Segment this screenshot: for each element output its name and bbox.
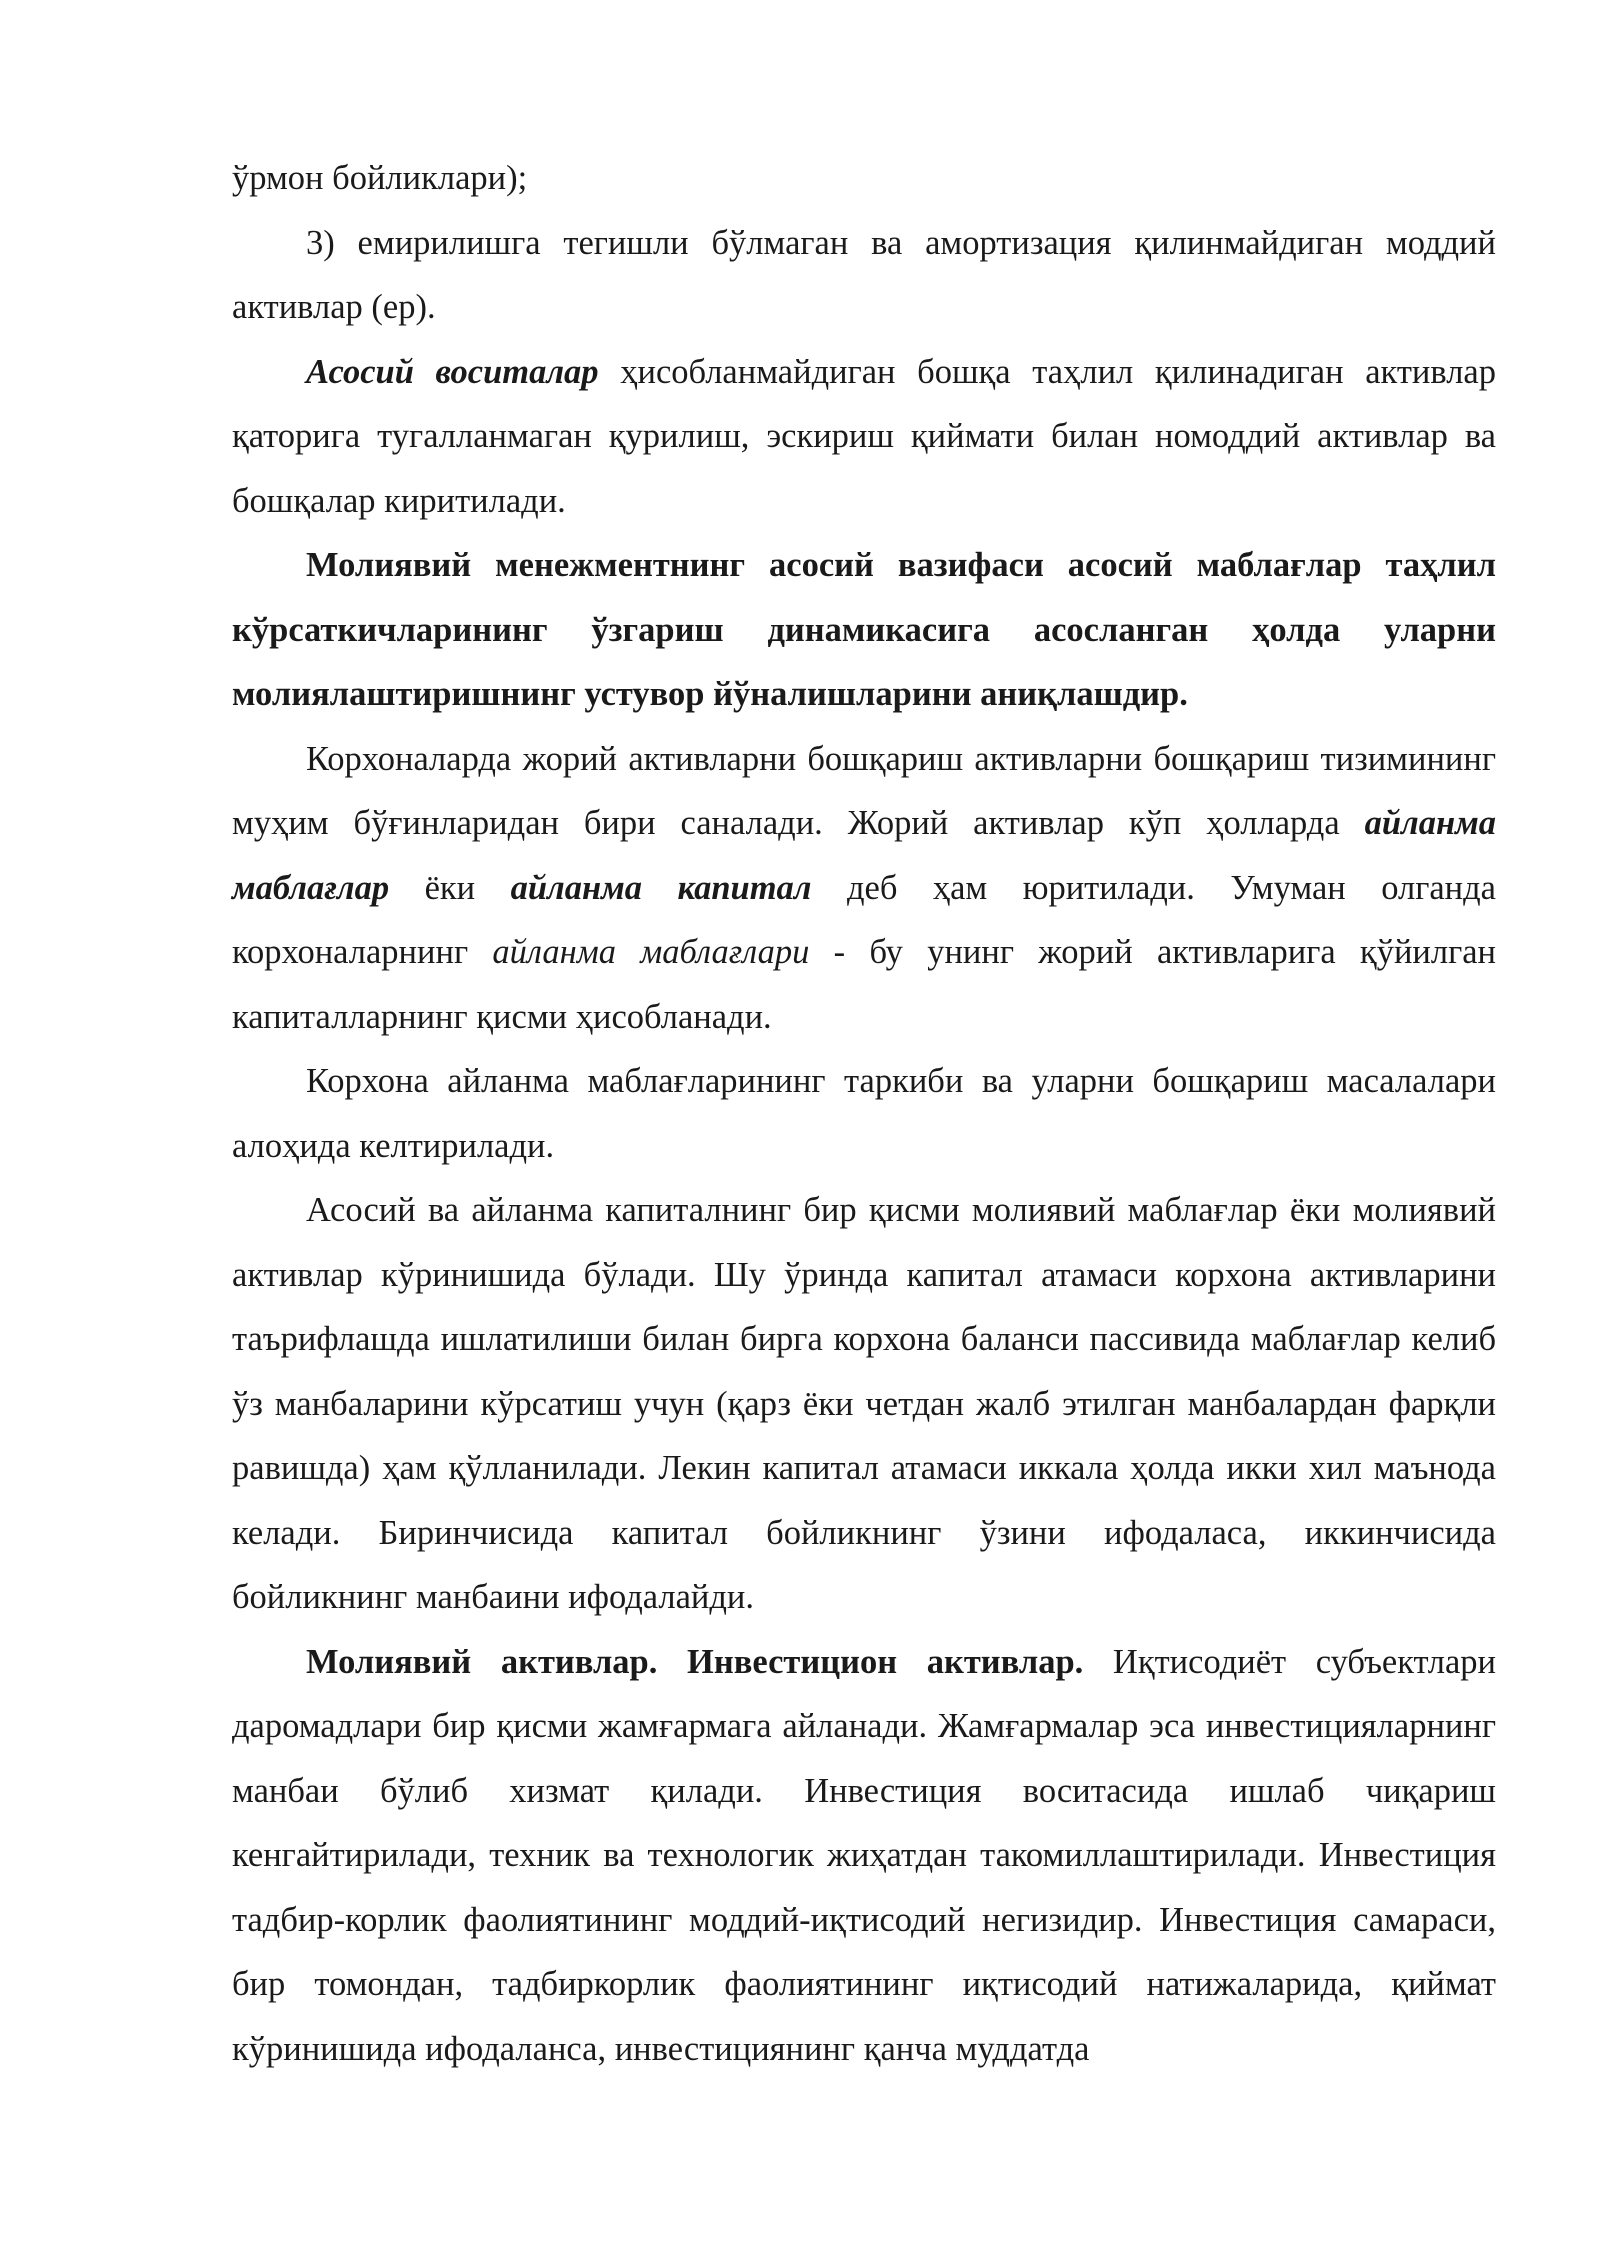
paragraph-text: деб ҳам юритилади. Умуман олганда корхоналарнинг — [232, 868, 1496, 971]
paragraph-list-item-3 — [232, 211, 1496, 340]
paragraph-text: Асосий ва айланма капиталнинг бир қисми молиявий маблағлар ёки молиявий активлар кўринишида бўлади. Шу ўринда капитал атамаси корхона активларини таърифлашда ишлатилиши билан бирга корхона баланси пассивида маблағлар келиб ўз манбаларини кўрсатиш учун (қарз ёки четдан жалб этилган манбалардан фарқли равишда) ҳам қўлланилади. Лекин капитал атамаси иккала ҳолда икки хил маънода келади. Биринчисида капитал бойликнинг ўзини ифодаласа, иккинчисида бойликнинг манбаини ифодалайди. — [232, 1191, 1496, 1616]
paragraph-list-item-end — [232, 146, 1496, 211]
paragraph-financial-assets — [232, 1630, 1496, 2082]
paragraph-working-funds-structure — [232, 1049, 1496, 1178]
paragraph-text: Иқтисодиёт субъектлари даромадлари бир қисми жамғармага айланади. Жамғармалар эса инвестицияларнинг манбаи бўлиб хизмат қилади. Инвестиция воситасида ишлаб чиқариш кенгайтирилади, техник ва технологик жиҳатдан такомиллаштирилади. Инвестиция тадбир-корлик фаолиятининг моддий-иқтисодий негизидир. Инвестиция самараси, бир томондан, тадбиркорлик фаолиятининг иқтисодий натижаларида, қиймат кўринишида ифодаланса, инвестициянинг қанча муддатда — [232, 1642, 1496, 2068]
paragraph-text: 3) емирилишга тегишли бўлмаган ва амортизация қилинмайдиган моддий активлар (ер). — [232, 223, 1496, 326]
paragraph-text: ҳисобланмайдиган бошқа таҳлил қилинадиган активлар қаторига тугалланмаган қурилиш, эскириш қиймати билан номоддий активлар ва бошқалар киритилади. — [232, 352, 1496, 520]
paragraph-text: Молиявий менежментнинг асосий вазифаси асосий маблағлар таҳлил кўрсаткичларининг ўзгариш динамикасига асосланган ҳолда уларни молиялаштиришнинг устувор йўналишларини аниқлашдир. — [232, 546, 1496, 713]
document-page — [232, 146, 1496, 2081]
term-working-funds-italic: айланма маблағлари — [492, 933, 810, 971]
paragraph-financial-management-task — [232, 533, 1496, 727]
paragraph-current-assets — [232, 727, 1496, 1050]
paragraph-text: Корхона айланма маблағларининг таркиби ва уларни бошқариш масалалари алоҳида келтирилади. — [232, 1062, 1496, 1165]
heading-financial-assets: Молиявий активлар. Инвестицион активлар. — [306, 1642, 1084, 1681]
paragraph-text: ёки — [389, 868, 511, 907]
paragraph-text: ўрмон бойликлари); — [232, 159, 528, 197]
term-working-funds: айланма маблағлар — [232, 804, 1496, 907]
paragraph-text: - бу унинг жорий активларига қўйилган капиталларнинг қисми ҳисобланади. — [232, 933, 1497, 1036]
paragraph-fixed-assets — [232, 340, 1496, 534]
paragraph-text: Корхоналарда жорий активларни бошқариш активларни бошқариш тизимининг муҳим бўғинларидан бири саналади. Жорий активлар кўп ҳолларда — [232, 739, 1496, 842]
term-fixed-assets: Асосий воситалар — [306, 352, 599, 391]
paragraph-capital-meaning — [232, 1178, 1496, 1630]
term-working-capital: айланма капитал — [510, 868, 812, 907]
